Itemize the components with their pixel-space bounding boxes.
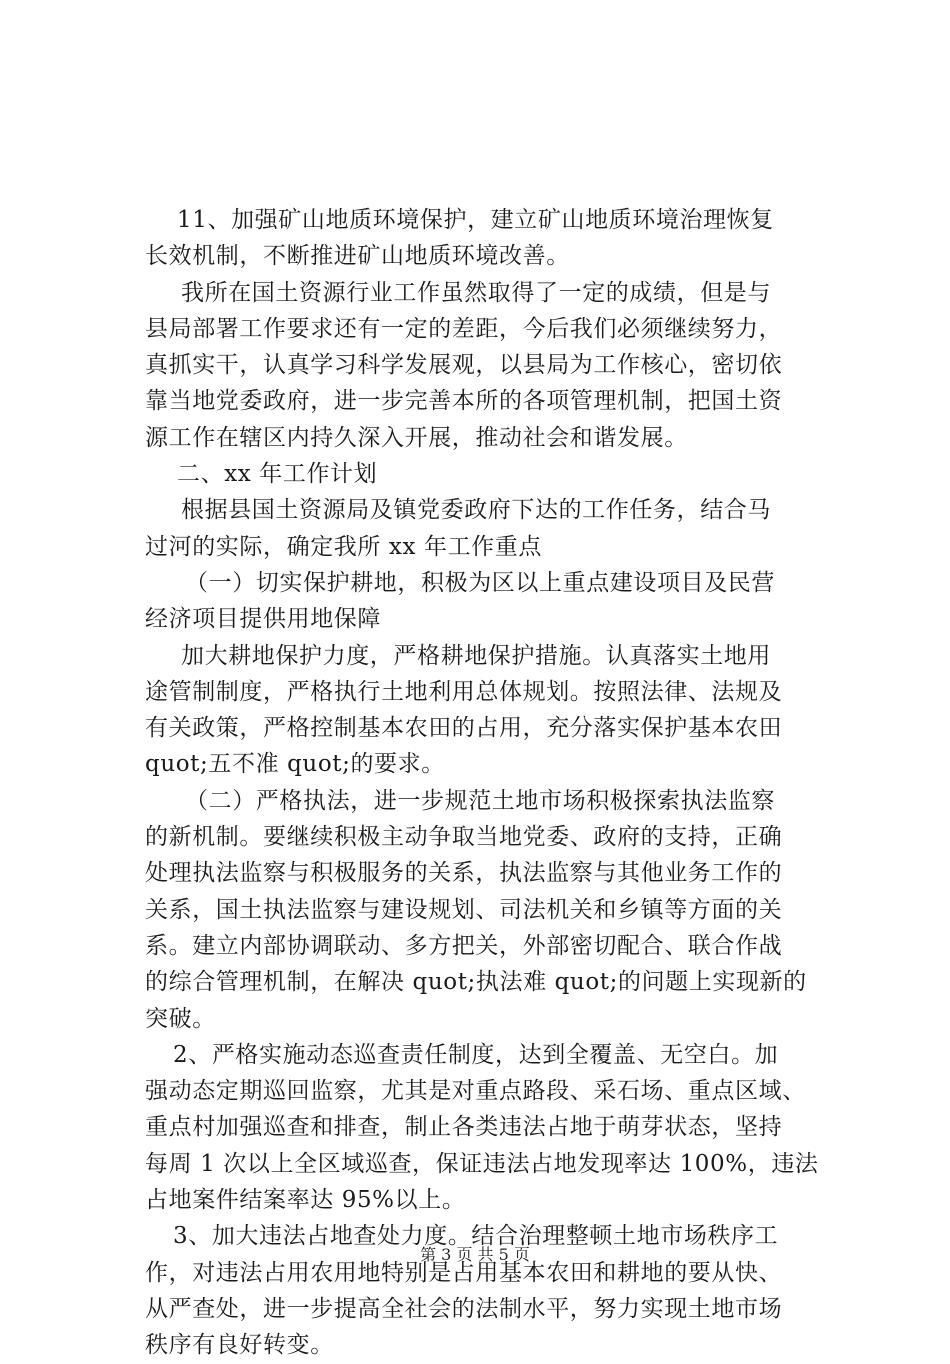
text-line: 真抓实干，认真学习科学发展观，以县局为工作核心，密切依 [145,352,783,379]
text-line: 重点村加强巡查和排查，制止各类违法占地于萌芽状态，坚持 [145,1114,783,1141]
text-line: 11、加强矿山地质环境保护，建立矿山地质环境治理恢复 [177,207,774,233]
text-line: 处理执法监察与积极服务的关系，执法监察与其他业务工作的 [145,860,783,887]
text-line: 途管制制度，严格执行土地利用总体规划。按照法律、法规及 [145,678,783,705]
text-line: 的综合管理机制，在解决 quot;执法难 quot;的问题上实现新的 [145,969,807,996]
text-line: 加大耕地保护力度，严格耕地保护措施。认真落实土地用 [181,642,771,669]
text-line: 根据县国土资源局及镇党委政府下达的工作任务，结合马 [181,497,771,524]
text-line: 每周 1 次以上全区域巡查，保证违法占地发现率达 100%，违法 [145,1150,819,1177]
text-line: 系。建立内部协调联动、多方把关，外部密切配合、联合作战 [145,932,783,959]
text-line: 靠当地党委政府，进一步完善本所的各项管理机制，把国土资 [145,388,783,415]
text-line: 关系，国土执法监察与建设规划、司法机关和乡镇等方面的关 [145,896,783,923]
text-line: 长效机制，不断推进矿山地质环境改善。 [145,243,570,270]
text-line: 二、xx 年工作计划 [177,461,378,488]
text-line: 从严查处，进一步提高全社会的法制水平，努力实现土地市场 [145,1295,783,1322]
text-line: 3、加大违法占地查处力度。结合治理整顿土地市场秩序工 [173,1223,779,1250]
document-body [145,202,845,1364]
text-line: 2、严格实施动态巡查责任制度，达到全覆盖、无空白。加 [173,1041,779,1068]
text-line: 过河的实际，确定我所 xx 年工作重点 [145,533,542,560]
text-line: 县局部署工作要求还有一定的差距，今后我们必须继续努力， [145,315,783,342]
text-line: 源工作在辖区内持久深入开展，推动社会和谐发展。 [145,424,688,451]
text-line: （一）切实保护耕地，积极为区以上重点建设项目及民营 [185,569,775,596]
text-line: quot;五不准 quot;的要求。 [145,751,445,778]
text-line: 突破。 [145,1005,216,1032]
text-line: 强动态定期巡回监察，尤其是对重点路段、采石场、重点区域、 [145,1078,806,1105]
text-line: 作，对违法占用农用地特别是占用基本农田和耕地的要从快、 [145,1259,783,1286]
page-footer: 第 3 页 共 5 页 [420,1245,530,1264]
text-line: （二）严格执法，进一步规范土地市场积极探索执法监察 [185,787,775,814]
text-line: 我所在国土资源行业工作虽然取得了一定的成绩，但是与 [181,279,771,306]
text-line: 秩序有良好转变。 [145,1332,334,1359]
text-line: 经济项目提供用地保障 [145,606,381,633]
text-line: 的新机制。要继续积极主动争取当地党委、政府的支持，正确 [145,824,783,851]
text-line: 占地案件结案率达 95%以上。 [145,1187,466,1214]
text-line: 有关政策，严格控制基本农田的占用，充分落实保护基本农田 [145,715,783,742]
